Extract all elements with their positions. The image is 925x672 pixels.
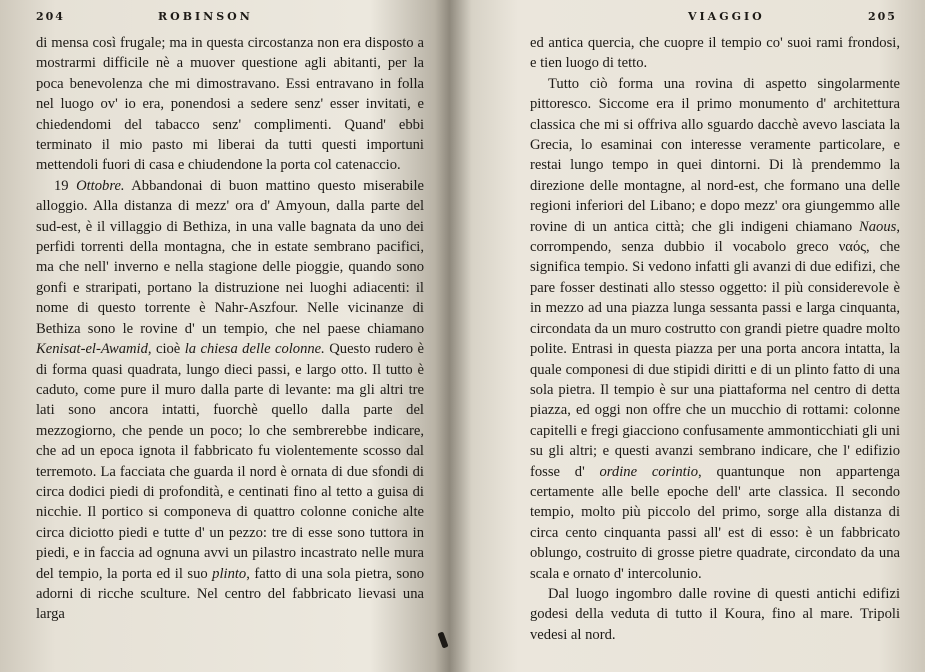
text-span: Tutto ciò forma una rovina di aspetto singolarmente pittoresco. Siccome era il primo monumento d' architettura classica che mi si offriva allo sguardo dacchè avevo lasciata la Grecia, lo esaminai con interesse veramente particolare, e restai lungo tempo in quei dintorni. Di là prendemmo la direzione delle montagne, al nord-est, che formano una delle regioni inferiori del Libano; e dopo mezz' ora giungemmo alle rovine di un antica città; che gli indigeni chiamano (530, 75, 900, 235)
page-number: 204 (36, 10, 65, 23)
date-text: 19 Ottobre. (54, 177, 125, 194)
paragraph (36, 176, 424, 625)
italic-term: la chiesa delle colonne. (184, 341, 325, 358)
text-span: , quantunque non appartenga certamente alle belle epoche dell' arte classica. Il secondo tempio, molto più piccolo del primo, sorge alla distanza di circa cento cinquanta passi all' est di esso: è un fabbricato oblungo, costruito di grosse pietre quadrate, circondato da una scala e ornato d' intercolunio. (530, 463, 901, 582)
left-page (0, 0, 450, 672)
page-body (530, 33, 900, 645)
italic-term: Kenisat-el-Awamid (36, 341, 148, 358)
right-page (466, 0, 925, 672)
text-span: Questo rudero è di forma quasi quadrata, lungo dieci passi, e largo otto. Il tutto è caduto, come pure il muro dalla parte di levante: ma gli altri tre lati sono ancora intatti, fuorchè quello dalla parte del mezzogiorno, che pende un poco; lo che sembrerebbe indicare, che ad un epoca ignota il fabbricato fu violentemente scosso dal terremoto. La facciata che guarda il nord è ornata di due sfondi di circa dodici piedi di profondità, e centinati fino al tetto a guisa di nicchie. Il portico si componeva di quattro colonne coniche alte circa diciotto piedi e tutte d' un pezzo: tre di esse sono tuttora in piedi, e in faccia ad ognuna avvi un pilastro incastrato nelle mura del tempio, la porta ed il suo (36, 341, 424, 582)
greek-word: ναός (838, 239, 867, 256)
running-title: VIAGGIO (688, 10, 765, 23)
italic-term: ordine corintio (599, 463, 699, 480)
ink-mark (437, 631, 448, 648)
italic-term: plinto (212, 565, 247, 582)
paragraph: ed antica quercia, che cuopre il tempio co' suoi rami frondosi, e tien luogo di tetto. (530, 35, 900, 72)
text-span: Abbandonai di buon mattino questo miserabile alloggio. Alla distanza di mezz' ora d' Amyoun, dalla parte del sud-est, è il villaggio di Bethiza, in una valle bagnata da uno dei perfidi torrenti della montagna, che in estate sembrano pacifici, ma che nell' inverno e nella stagione delle pioggie, quando sono gonfi e straripati, portano la distruzione nei luoghi adiacenti: il nome di questo torrente è Nahr-Aszfour. Nelle vicinanze di Bethiza sono le rovine d' un tempio, che nel paese chiamano (36, 177, 424, 337)
page-number: 205 (868, 10, 897, 23)
paragraph: Dal luogo ingombro dalle rovine di questi antichi edifizi godesi della veduta di tutto il Koura, fino al mare. Tripoli vedesi al nord. (530, 585, 900, 643)
text-span: , corrompendo, senza dubbio il vocabolo greco (530, 218, 900, 256)
text-span: , fatto di una sola pietra, sono adorni di ricche sculture. Nel centro del fabbricato lievasi una larga (36, 565, 424, 623)
date-label (54, 178, 125, 194)
paragraph (530, 74, 900, 584)
text-span: , che significa tempio. Si vedono infatti gli avanzi di due edifizi, che pare fosser destinati allo stesso oggetto: il più considerevole è in mezzo ad una piazza lunga sessanta passi e larga cinquanta, circondata da un muro costrutto con grandi pietre quadre molto polite. Entrasi in questa piazza per una porta ancora intatta, la quale componesi di due stipidi diritti e di un plinto fatto di una sola pietra. Il tempio è sur una piattaforma nel centro di detta piazza, ed oggi non offre che un mucchio di rottami: colonne capitelli e fregi giacciono confusamente ammonticchiati gli uni su gli altri; e questi avanzi sembrano indicare, che l' edifizio fosse d' (530, 239, 900, 480)
italic-term: Naous (859, 218, 897, 235)
page-body (36, 33, 424, 625)
text-span: , cioè (147, 341, 185, 358)
paragraph: di mensa così frugale; ma in questa circostanza non era disposto a mostrarmi difficile nè a muover questione agli abitanti, per la poca benevolenza che mi dimostravano. Essi entravano in folla nel luogo ov' io era, ponendosi a sedere senz' esser invitati, e chiedendomi del tabacco senz' complimenti. Quand' ebbi terminato il mio pasto mi liberai da tutti questi importuni mettendoli fuori di casa e chiudendone la porta col catenaccio. (36, 35, 424, 174)
date-month: Ottobre. (76, 177, 125, 194)
running-title: ROBINSON (158, 10, 253, 23)
